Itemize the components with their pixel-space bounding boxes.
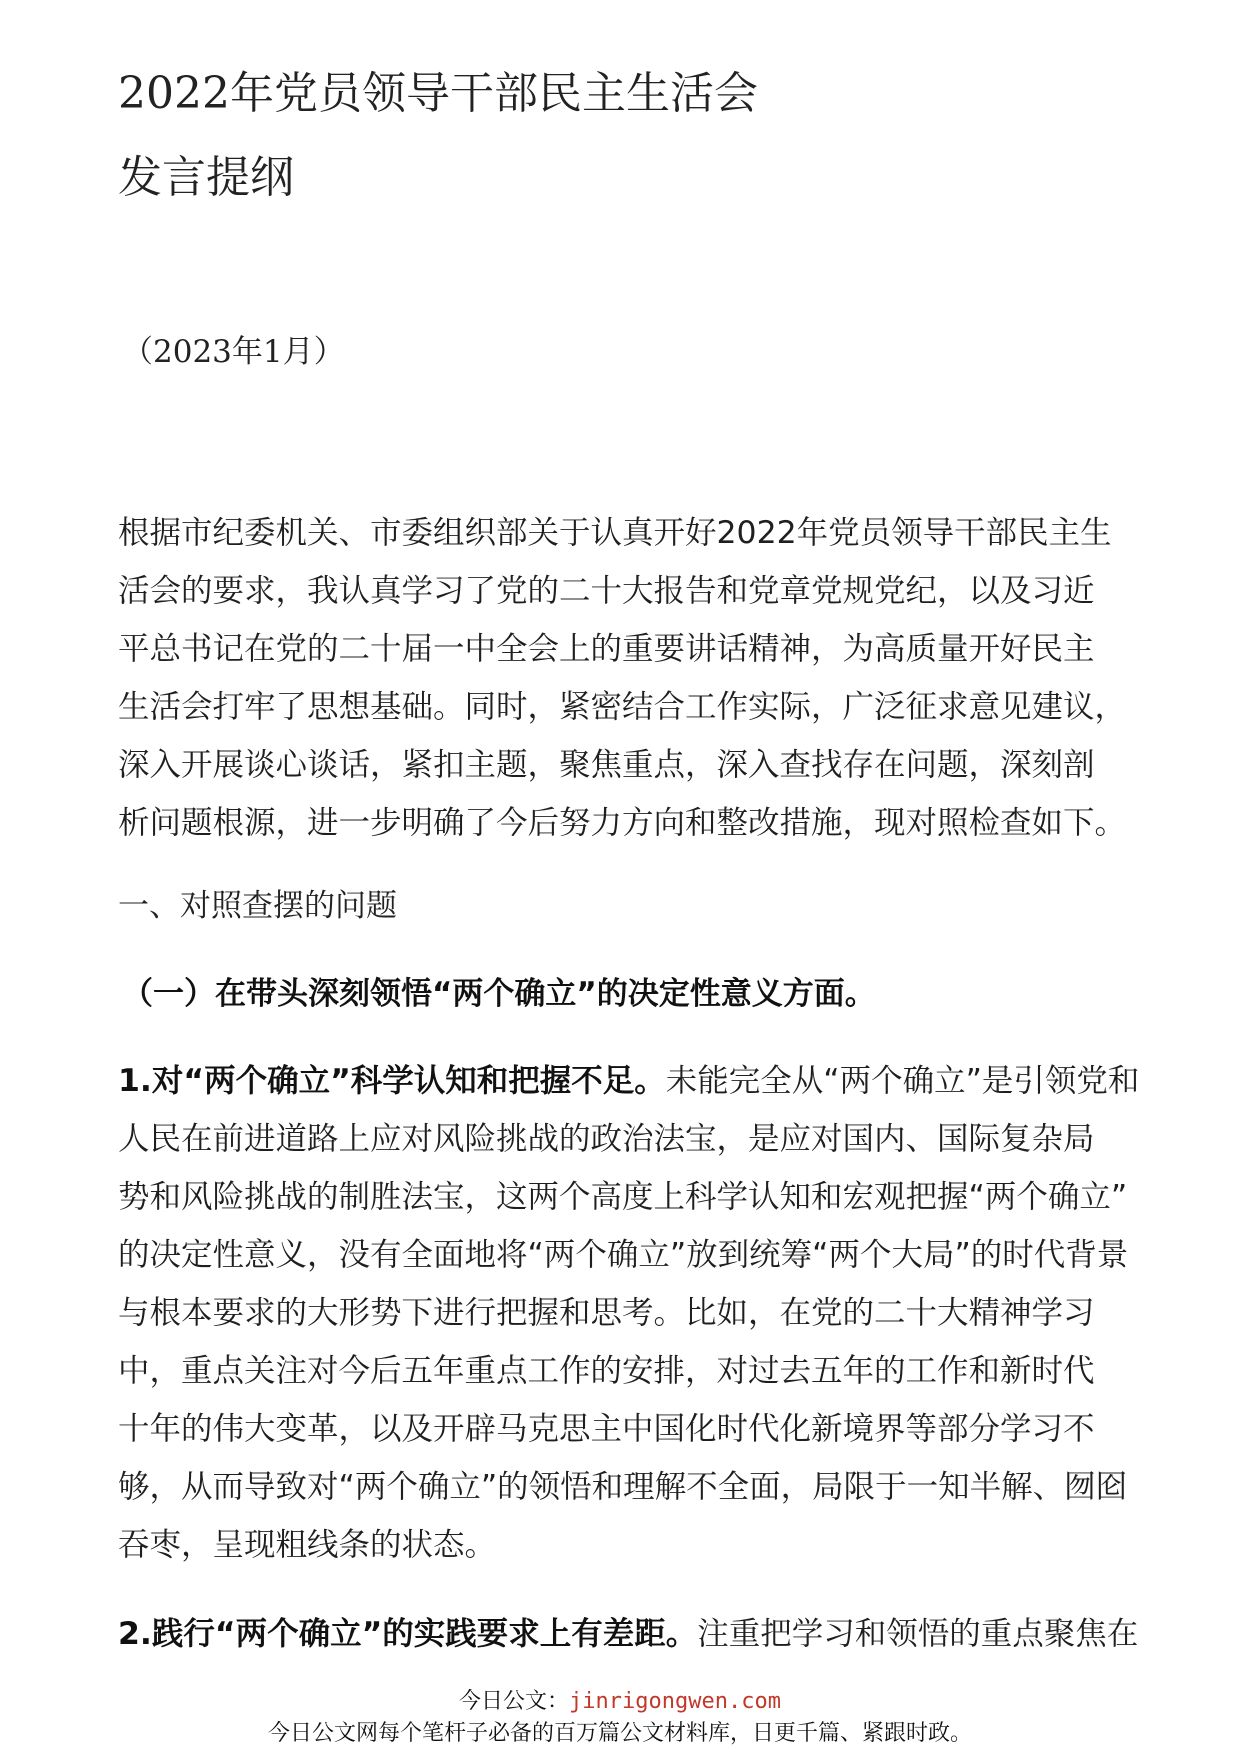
intro-line: 析问题根源，进一步明确了今后努力方向和整改措施，现对照检查如下。: [118, 805, 1127, 841]
intro-paragraph: [118, 504, 1178, 852]
item-1-line: 十年的伟大变革，以及开辟马克思主中国化时代化新境界等部分学习不: [118, 1411, 1095, 1447]
section-heading: 一、对照查摆的问题: [118, 888, 397, 924]
document-date: （2023年1月）: [122, 334, 345, 370]
item-2-paragraph: [118, 1605, 1178, 1663]
item-1-line: 的决定性意义，没有全面地将“两个确立”放到统筹“两个大局”的时代背景: [118, 1237, 1129, 1273]
footer-site-line: [0, 1688, 1240, 1716]
item-2-first-line: [118, 1605, 1178, 1663]
item-1-line: 与根本要求的大形势下进行把握和思考。比如，在党的二十大精神学习: [118, 1295, 1095, 1331]
intro-line: 根据市纪委机关、市委组织部关于认真开好2022年党员领导干部民主生: [118, 515, 1112, 551]
item-1-line: 够，从而导致对“两个确立”的领悟和理解不全面，局限于一知半解、囫囵: [118, 1469, 1128, 1505]
intro-line: 平总书记在党的二十届一中全会上的重要讲话精神，为高质量开好民主: [118, 631, 1095, 667]
intro-line: 生活会打牢了思想基础。同时，紧密结合工作实际，广泛征求意见建议，: [118, 689, 1127, 725]
item-1-line: 人民在前进道路上应对风险挑战的政治法宝，是应对国内、国际复杂局: [118, 1121, 1095, 1157]
subsection-heading: （一）在带头深刻领悟“两个确立”的决定性意义方面。: [122, 976, 876, 1012]
item-2-first-line-text: 注重把学习和领悟的重点聚焦在: [697, 1616, 1139, 1652]
item-1-paragraph: [118, 1052, 1178, 1574]
item-1-lead: 1.对“两个确立”科学认知和把握不足。: [118, 1063, 666, 1099]
document-title-line-2: 发言提纲: [118, 152, 294, 203]
intro-line: 活会的要求，我认真学习了党的二十大报告和党章党规党纪，以及习近: [118, 573, 1095, 609]
item-1-line: 吞枣，呈现粗线条的状态。: [118, 1527, 497, 1563]
footer-slogan: 今日公文网每个笔杆子必备的百万篇公文材料库，日更千篇、紧跟时政。: [267, 1721, 972, 1746]
item-1-line: 中，重点关注对今后五年重点工作的安排，对过去五年的工作和新时代: [118, 1353, 1095, 1389]
item-2-lead: 2.践行“两个确立”的实践要求上有差距。: [118, 1616, 698, 1652]
footer-url-link[interactable]: jinrigongwen.com: [569, 1689, 781, 1714]
intro-line: 深入开展谈心谈话，紧扣主题，聚焦重点，深入查找存在问题，深刻剖: [118, 747, 1095, 783]
item-1-first-line: [118, 1052, 1178, 1110]
item-1-line: 势和风险挑战的制胜法宝，这两个高度上科学认知和宏观把握“两个确立”: [118, 1179, 1128, 1215]
footer-label: 今日公文：: [459, 1689, 570, 1714]
item-1-first-line-text: 未能完全从“两个确立”是引领党和: [665, 1063, 1140, 1099]
document-title-line-1: 2022年党员领导干部民主生活会: [118, 68, 758, 119]
